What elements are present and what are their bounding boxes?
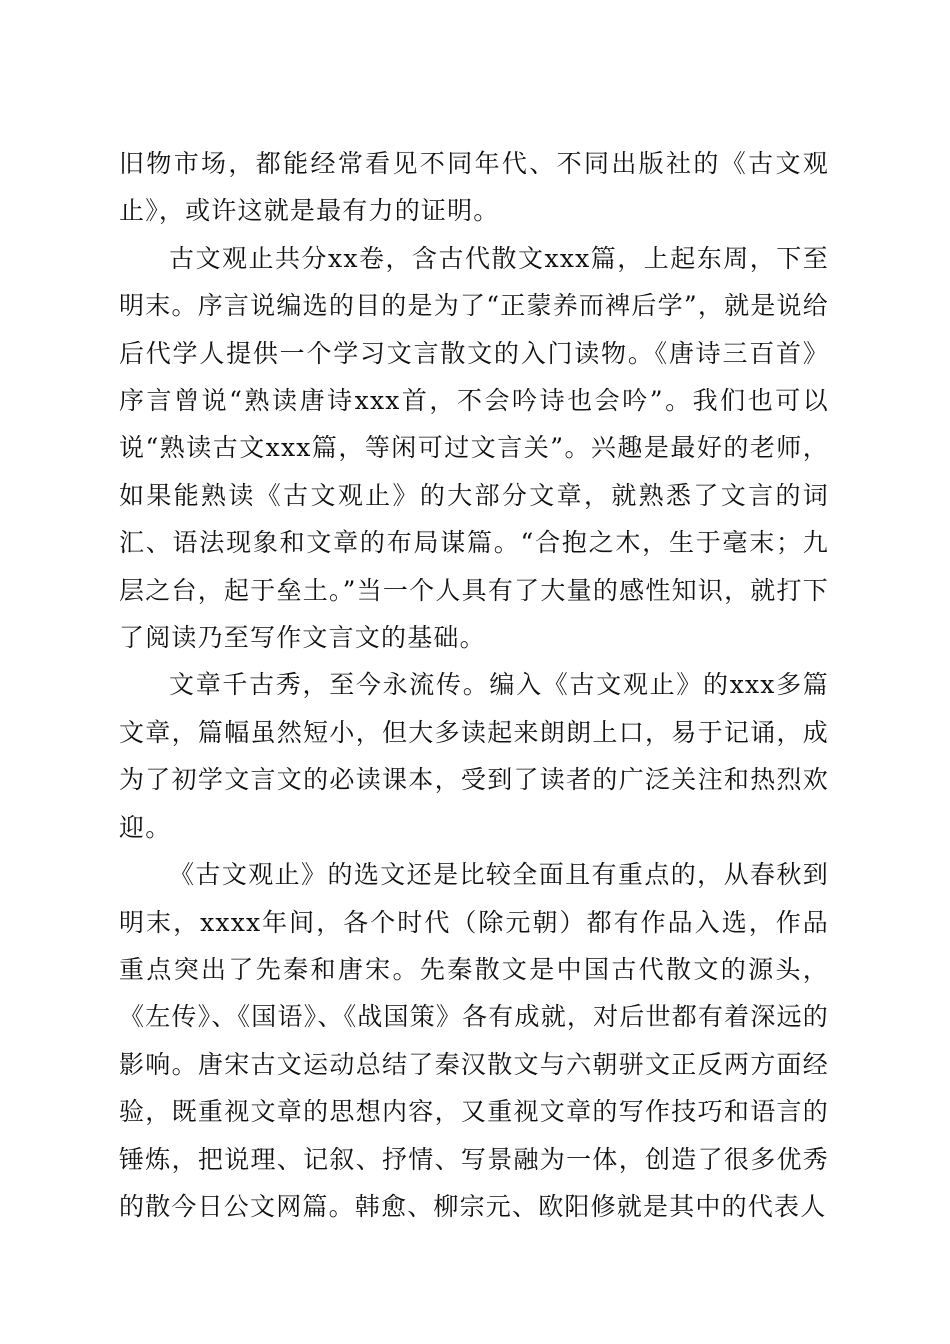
paragraph-4: 《古文观止》的选文还是比较全面且有重点的，从春秋到明末，xxxx年间，各个时代（除元朝）都有作品入选，作品重点突出了先秦和唐宋。先秦散文是中国古代散文的源头，《左传》、《国语》、《战国策》各有成就，对后世都有着深远的影响。唐宋古文运动总结了秦汉散文与六朝骈文正反两方面经验，既重视文章的思想内容，又重视文章的写作技巧和语言的锤炼，把说理、记叙、抒情、写景融为一体，创造了很多优秀的散今日公文网篇。韩愈、柳宗元、欧阳修就是其中的代表人 bbox=[119, 860, 829, 1221]
paragraph-1: 旧物市场，都能经常看见不同年代、不同出版社的《古文观止》，或许这就是最有力的证明。 bbox=[119, 149, 829, 226]
paragraph-3: 文章千古秀，至今永流传。编入《古文观止》的xxx多篇文章，篇幅虽然短小，但大多读起来朗朗上口，易于记诵，成为了初学文言文的必读课本，受到了读者的广泛关注和热烈欢迎。 bbox=[119, 670, 829, 842]
paragraph-2: 古文观止共分xx卷，含古代散文xxx篇，上起东周，下至明末。序言说编选的目的是为了“正蒙养而裨后学”，就是说给后代学人提供一个学习文言散文的入门读物。《唐诗三百首》序言曾说“熟读唐诗xxx首，不会吟诗也会吟”。我们也可以说“熟读古文xxx篇，等闲可过文言关”。兴趣是最好的老师，如果能熟读《古文观止》的大部分文章，就熟悉了文言的词汇、语法现象和文章的布局谋篇。“合抱之木，生于毫末；九层之台，起于垒土。”当一个人具有了大量的感性知识，就打下了阅读乃至写作文言文的基础。 bbox=[119, 243, 829, 653]
document-body bbox=[119, 140, 829, 1230]
